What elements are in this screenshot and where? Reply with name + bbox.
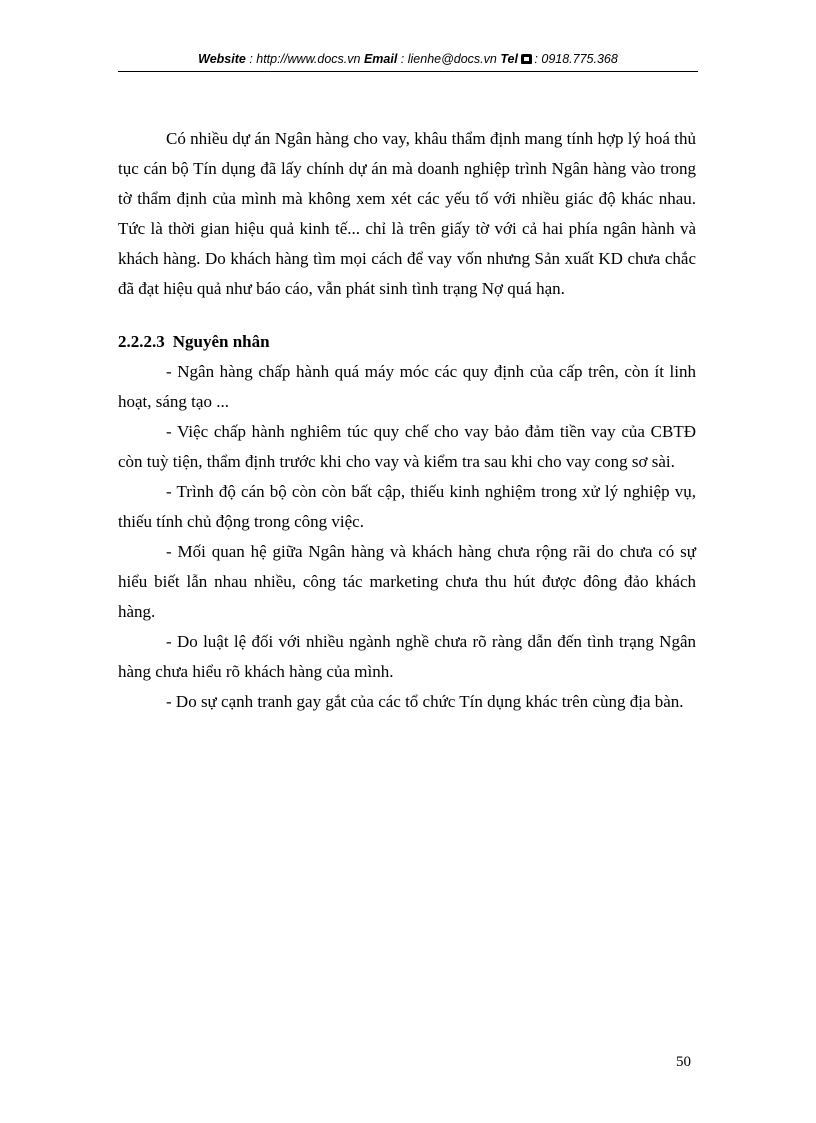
- document-body: [118, 124, 696, 717]
- section-heading: [118, 327, 696, 357]
- intro-paragraph: Có nhiều dự án Ngân hàng cho vay, khâu thẩm định mang tính hợp lý hoá thủ tục cán bộ Tín dụng đã lấy chính dự án mà doanh nghiệp trình Ngân hàng vào trong tờ thẩm định của mình mà không xem xét các yếu tố với nhiều giác độ khác nhau. Tức là thời gian hiệu quả kinh tế... chỉ là trên giấy tờ với cả hai phía ngân hành và khách hàng. Do khách hàng tìm mọi cách để vay vốn nhưng Sản xuất KD chưa chắc đã đạt hiệu quả như báo cáo, vẫn phát sinh tình trạng Nợ quá hạn.: [118, 129, 696, 298]
- header-divider: [118, 71, 698, 72]
- cause-item: - Ngân hàng chấp hành quá máy móc các quy định của cấp trên, còn ít linh hoạt, sáng tạo ...: [118, 362, 696, 411]
- email-label: Email: [363, 52, 398, 66]
- cause-item: - Trình độ cán bộ còn còn bất cập, thiếu kinh nghiệm trong xử lý nghiệp vụ, thiếu tính chủ động trong công việc.: [118, 482, 696, 531]
- section-title: Nguyên nhân: [172, 332, 270, 351]
- tel-value: : 0918.775.368: [534, 52, 618, 66]
- cause-item: - Do sự cạnh tranh gay gắt của các tổ chức Tín dụng khác trên cùng địa bàn.: [166, 692, 684, 711]
- cause-item: - Việc chấp hành nghiêm túc quy chế cho vay bảo đảm tiền vay của CBTĐ còn tuỳ tiện, thẩm định trước khi cho vay và kiểm tra sau khi cho vay cong sơ sài.: [118, 422, 696, 471]
- tel-label: Tel: [500, 52, 522, 66]
- page-number: 50: [676, 1054, 691, 1070]
- section-number: 2.2.2.3: [118, 332, 165, 351]
- phone-icon: [521, 54, 532, 64]
- website-value: : http://www.docs.vn: [245, 52, 364, 66]
- page-header: [118, 50, 698, 72]
- website-label: Website: [198, 52, 246, 66]
- email-value: : lienhe@docs.vn: [397, 52, 501, 66]
- cause-item: - Mối quan hệ giữa Ngân hàng và khách hàng chưa rộng rãi do chưa có sự hiểu biết lẫn nhau nhiều, công tác marketing chưa thu hút được đông đảo khách hàng.: [118, 542, 696, 621]
- cause-item: - Do luật lệ đối với nhiều ngành nghề chưa rõ ràng dẫn đến tình trạng Ngân hàng chưa hiểu rõ khách hàng của mình.: [118, 632, 696, 681]
